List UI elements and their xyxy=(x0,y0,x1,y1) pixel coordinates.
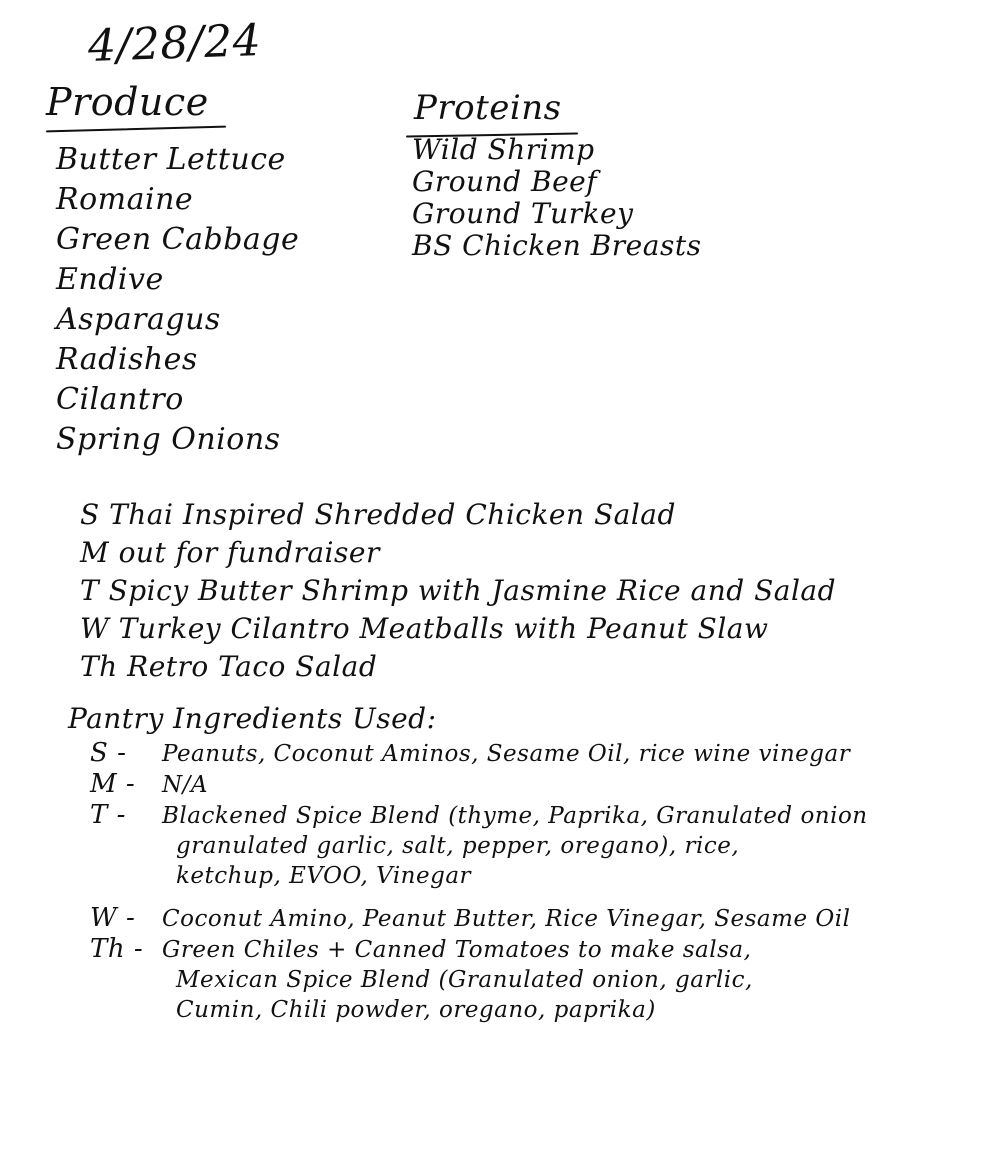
produce-item: Radishes xyxy=(56,342,198,377)
pantry-line: Coconut Amino, Peanut Butter, Rice Vinegar, Sesame Oil xyxy=(162,906,851,932)
produce-heading-underline xyxy=(46,126,226,133)
produce-item: Romaine xyxy=(56,182,194,217)
pantry-line: Mexican Spice Blend (Granulated onion, garlic, xyxy=(176,967,753,993)
produce-list xyxy=(56,140,299,460)
produce-heading: Produce xyxy=(46,80,209,124)
pantry-entry xyxy=(90,738,868,769)
date: 4/28/24 xyxy=(87,14,262,73)
proteins-heading: Proteins xyxy=(414,88,562,128)
produce-item: Butter Lettuce xyxy=(56,142,286,177)
pantry-line: Green Chiles + Canned Tomatoes to make salsa, xyxy=(162,937,752,963)
weekly-menu xyxy=(80,496,836,686)
produce-item: Green Cabbage xyxy=(56,222,300,257)
protein-item: Ground Turkey xyxy=(412,197,634,230)
pantry-line: granulated garlic, salt, pepper, oregano), rice, xyxy=(176,833,740,859)
menu-item: Th Retro Taco Salad xyxy=(80,650,378,683)
produce-item: Endive xyxy=(56,262,164,297)
menu-item: M out for fundraiser xyxy=(80,536,380,569)
pantry-day: M - xyxy=(90,769,136,799)
pantry-line: N/A xyxy=(162,772,208,798)
pantry-entry xyxy=(90,903,868,934)
produce-item: Spring Onions xyxy=(56,422,281,457)
produce-item: Cilantro xyxy=(56,382,184,417)
pantry-list xyxy=(90,738,868,1025)
pantry-day: Th - xyxy=(90,934,144,964)
pantry-day: S - xyxy=(90,738,127,768)
menu-item: S Thai Inspired Shredded Chicken Salad xyxy=(80,498,676,531)
proteins-list xyxy=(412,134,701,262)
protein-item: BS Chicken Breasts xyxy=(412,229,702,262)
pantry-line: Blackened Spice Blend (thyme, Paprika, Granulated onion xyxy=(162,803,868,829)
pantry-day: T - xyxy=(90,800,126,830)
pantry-line: Cumin, Chili powder, oregano, paprika) xyxy=(176,997,656,1023)
menu-item: W Turkey Cilantro Meatballs with Peanut Slaw xyxy=(80,612,769,645)
pantry-line: ketchup, EVOO, Vinegar xyxy=(176,863,472,889)
pantry-entry xyxy=(90,800,868,891)
pantry-entry xyxy=(90,934,868,1025)
pantry-day: W - xyxy=(90,903,136,933)
protein-item: Wild Shrimp xyxy=(412,133,595,166)
pantry-entry xyxy=(90,769,868,800)
menu-item: T Spicy Butter Shrimp with Jasmine Rice and Salad xyxy=(80,574,837,607)
pantry-heading: Pantry Ingredients Used: xyxy=(68,702,437,735)
protein-item: Ground Beef xyxy=(412,165,598,198)
produce-item: Asparagus xyxy=(56,302,221,337)
pantry-line: Peanuts, Coconut Aminos, Sesame Oil, rice wine vinegar xyxy=(162,741,851,767)
